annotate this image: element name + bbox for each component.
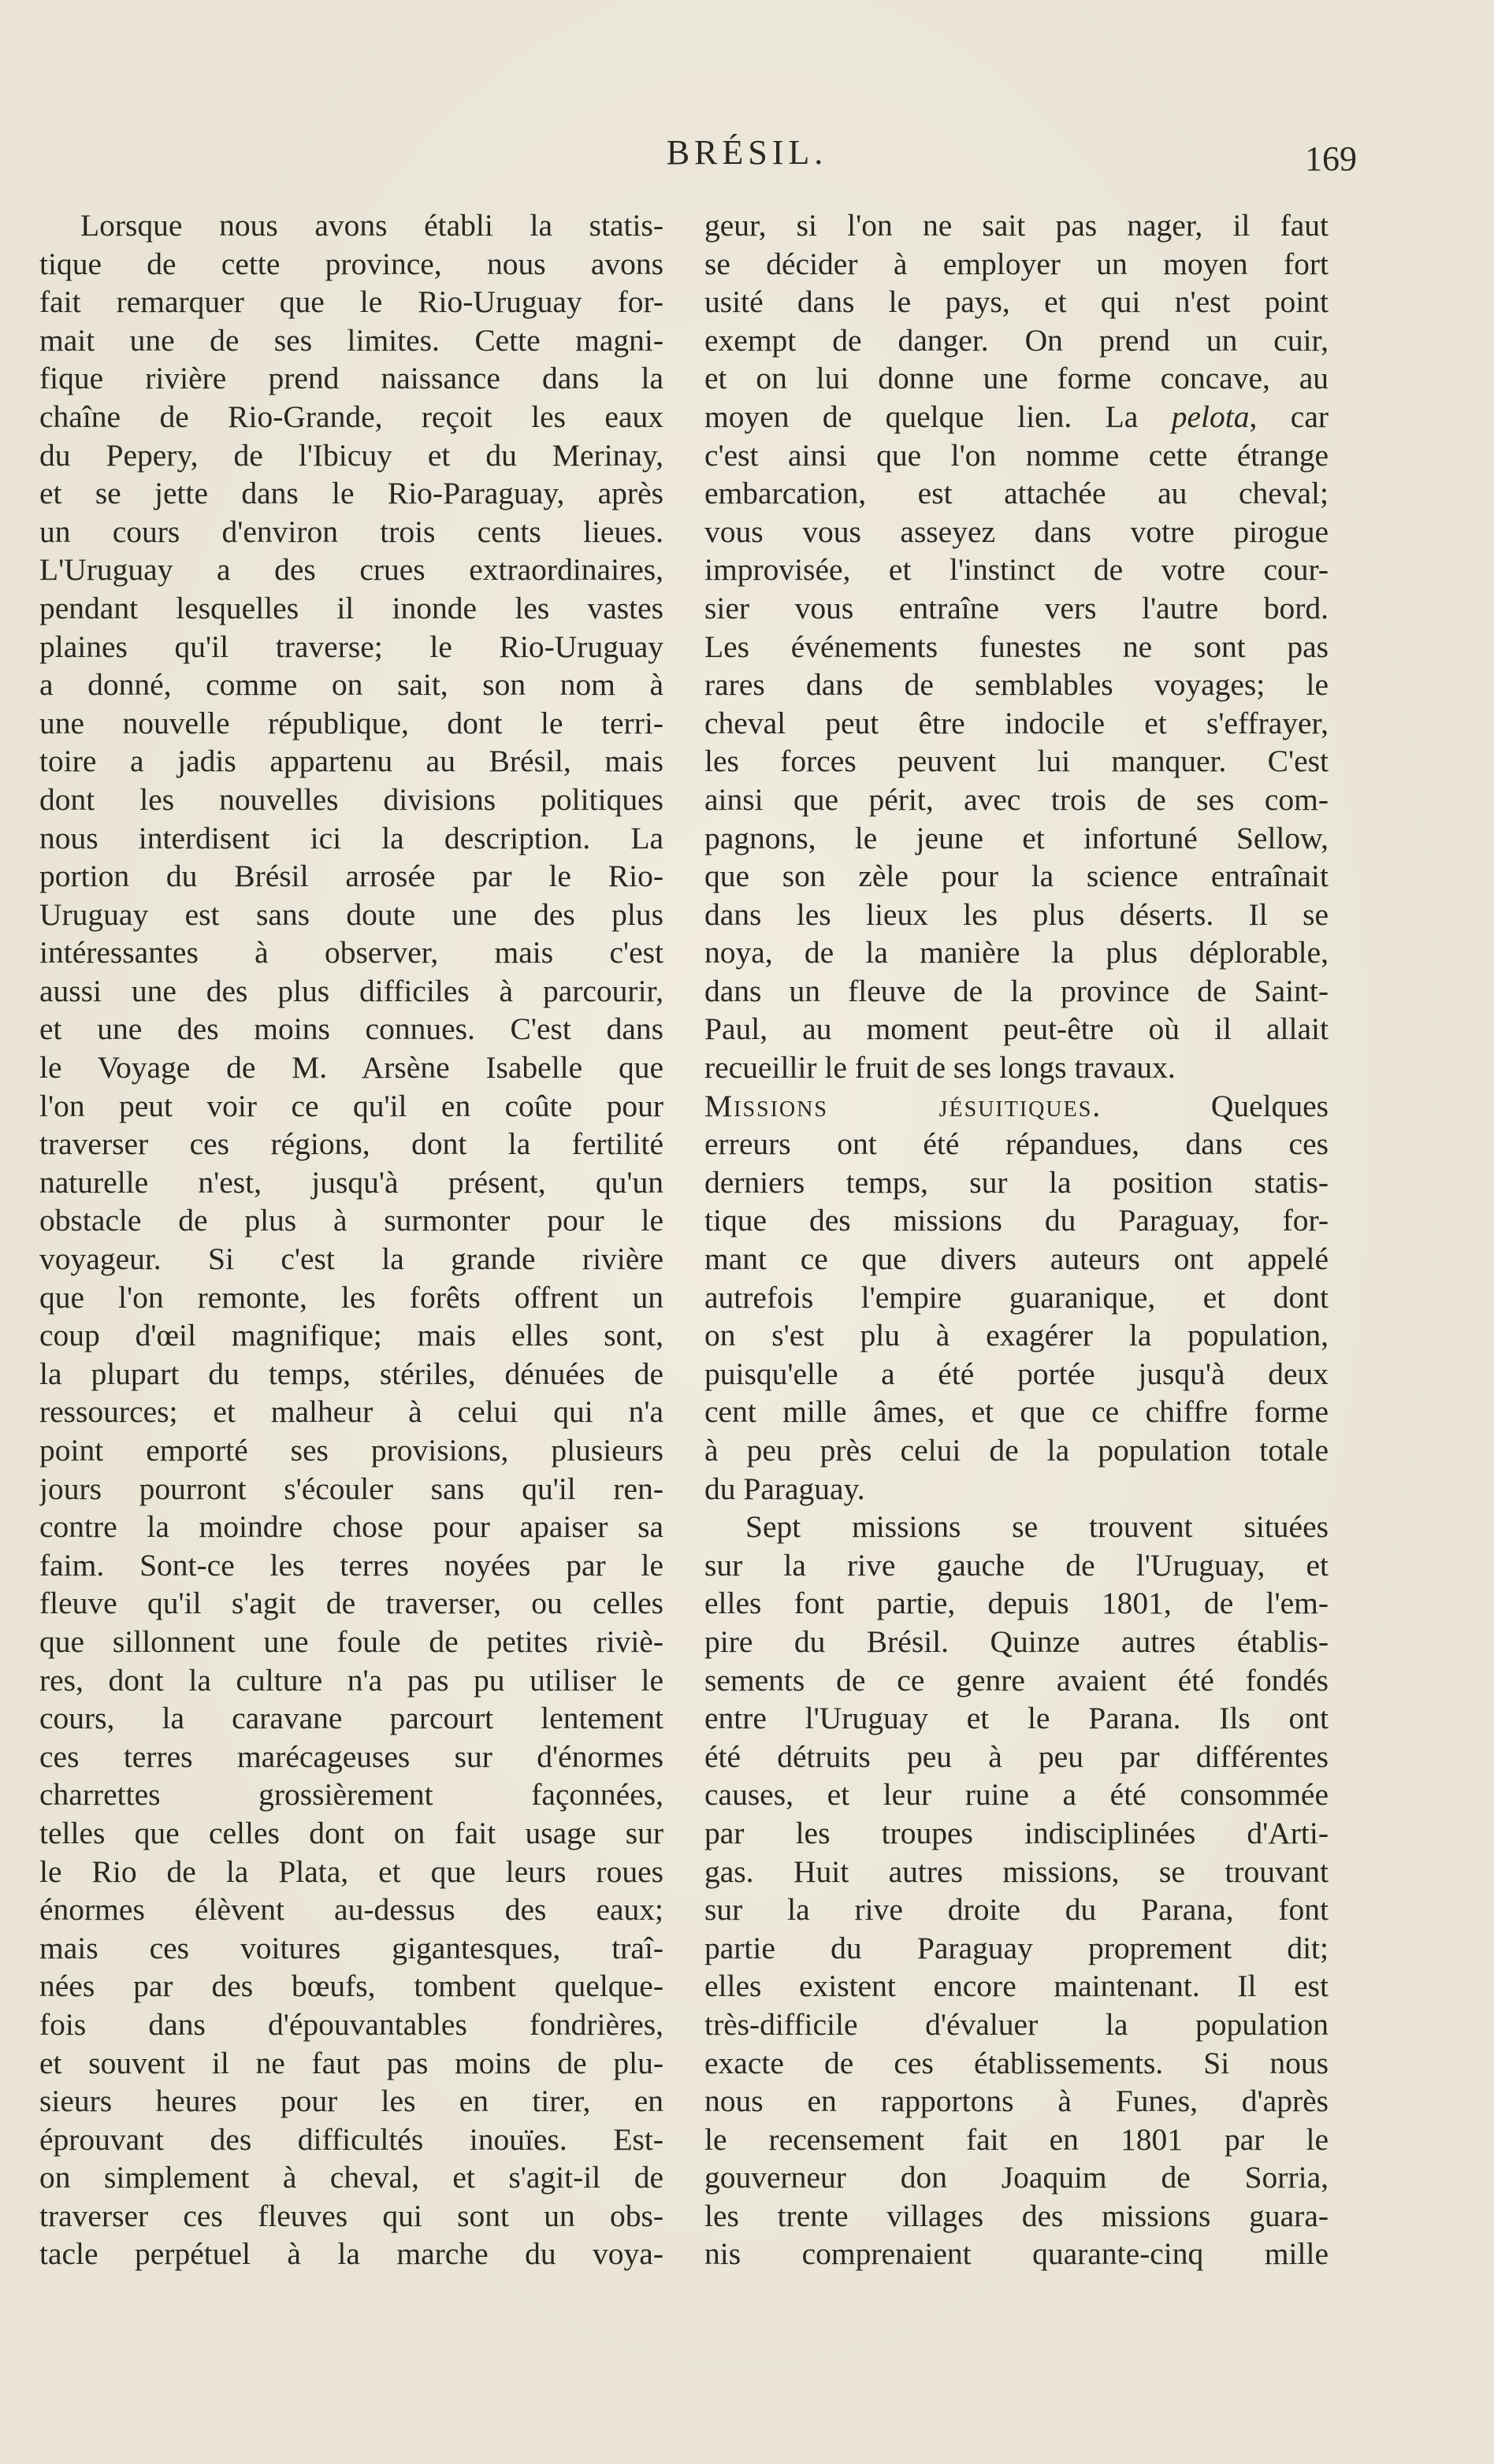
text-line: autrefois l'empire guaranique, et dont [704, 1279, 1329, 1315]
text-line: été détruits peu à peu par différentes [704, 1739, 1329, 1774]
text-line: du Paraguay. [704, 1471, 865, 1506]
text-line: et souvent il ne faut pas moins de plu- [39, 2045, 663, 2080]
text-line: sieurs heures pour les en tirer, en [39, 2084, 663, 2119]
text-line: derniers temps, sur la position statis- [704, 1164, 1329, 1200]
text-line: une nouvelle république, dont le terri- [39, 705, 663, 740]
text-line: point emporté ses provisions, plusieurs [39, 1433, 663, 1468]
text-line: cours, la caravane parcourt lentement [39, 1701, 663, 1736]
text-line: telles que celles dont on fait usage sur [39, 1815, 663, 1850]
text-line: elles font partie, depuis 1801, de l'em- [704, 1586, 1329, 1621]
text-line: cent mille âmes, et que ce chiffre forme [704, 1394, 1329, 1430]
text-line: tacle perpétuel à la marche du voya- [39, 2236, 663, 2272]
text-line: jours pourront s'écouler sans qu'il ren- [39, 1471, 663, 1506]
text-line: mant ce que divers auteurs ont appelé [704, 1241, 1329, 1277]
text-line: l'on peut voir ce qu'il en coûte pour [39, 1088, 663, 1123]
text-line: et on lui donne une forme concave, au [704, 361, 1329, 396]
text-line: causes, et leur ruine a été consommée [704, 1777, 1329, 1813]
inline-text: Quelques [1102, 1088, 1329, 1123]
text-line: le Rio de la Plata, et que leurs roues [39, 1854, 663, 1889]
text-line: ainsi que périt, avec trois de ses com- [704, 781, 1329, 817]
text-line: fois dans d'épouvantables fondrières, [39, 2006, 663, 2042]
text-line: traverser ces fleuves qui sont un obs- [39, 2198, 663, 2233]
text-line: et se jette dans le Rio-Paraguay, après [39, 476, 663, 511]
text-line: se décider à employer un moyen fort [704, 246, 1329, 281]
text-line: res, dont la culture n'a pas pu utiliser le [39, 1662, 663, 1698]
text-line: Sept missions se trouvent situées [745, 1509, 1329, 1545]
text-line: voyageur. Si c'est la grande rivière [39, 1241, 663, 1277]
text-line: rares dans de semblables voyages; le [704, 667, 1329, 703]
text-line: Les événements funestes ne sont pas [704, 629, 1329, 664]
text-line: recueillir le fruit de ses longs travaux. [704, 1050, 1176, 1085]
text-line: on s'est plu à exagérer la population, [704, 1318, 1329, 1353]
text-line: pendant lesquelles il inonde les vastes [39, 590, 663, 625]
text-line: a donné, comme on sait, son nom à [39, 667, 663, 703]
text-line: aussi une des plus difficiles à parcourir, [39, 973, 663, 1008]
text-line: un cours d'environ trois cents lieues. [39, 514, 663, 549]
text-line: c'est ainsi que l'on nomme cette étrange [704, 437, 1329, 473]
text-line: embarcation, est attachée au cheval; [704, 476, 1329, 511]
text-line: Lorsque nous avons établi la statis- [80, 208, 663, 243]
text-line: ces terres marécageuses sur d'énormes [39, 1739, 663, 1774]
right-text-column [704, 206, 1329, 2273]
text-line: charrettes grossièrement façonnées, [39, 1777, 663, 1813]
text-line: noya, de la manière la plus déplorable, [704, 935, 1329, 970]
text-line: pire du Brésil. Quinze autres établis- [704, 1623, 1329, 1659]
text-line: contre la moindre chose pour apaiser sa [39, 1509, 663, 1545]
text-line: fleuve qu'il s'agit de traverser, ou celles [39, 1586, 663, 1621]
text-line: mait une de ses limites. Cette magni- [39, 322, 663, 358]
text-line: chaîne de Rio-Grande, reçoit les eaux [39, 399, 663, 434]
inline-text: Missions jésuitiques. [704, 1088, 1102, 1123]
text-line: que l'on remonte, les forêts offrent un [39, 1279, 663, 1315]
text-line: erreurs ont été répandues, dans ces [704, 1126, 1329, 1162]
text-line: usité dans le pays, et qui n'est point [704, 284, 1329, 320]
text-line: vous vous asseyez dans votre pirogue [704, 514, 1329, 549]
page-number: 169 [1305, 139, 1357, 178]
text-line: le recensement fait en 1801 par le [704, 2121, 1329, 2157]
text-line: faim. Sont-ce les terres noyées par le [39, 1547, 663, 1583]
left-text-column [39, 206, 663, 2273]
text-line: cheval peut être indocile et s'effrayer, [704, 705, 1329, 740]
text-line: fique rivière prend naissance dans la [39, 361, 663, 396]
text-line: geur, si l'on ne sait pas nager, il faut [704, 208, 1329, 243]
text-line: dans un fleuve de la province de Saint- [704, 973, 1329, 1008]
text-line: nées par des bœufs, tombent quelque- [39, 1969, 663, 2004]
text-line: Uruguay est sans doute une des plus [39, 896, 663, 932]
text-line: L'Uruguay a des crues extraordinaires, [39, 552, 663, 588]
text-line: exempt de danger. On prend un cuir, [704, 322, 1329, 358]
text-line: nis comprenaient quarante-cinq mille [704, 2236, 1329, 2272]
text-line: du Pepery, de l'Ibicuy et du Merinay, [39, 437, 663, 473]
text-line: mais ces voitures gigantesques, traî- [39, 1930, 663, 1965]
text-line: elles existent encore maintenant. Il est [704, 1969, 1329, 2004]
text-line: tique de cette province, nous avons [39, 246, 663, 281]
text-line: ressources; et malheur à celui qui n'a [39, 1394, 663, 1430]
text-line: portion du Brésil arrosée par le Rio- [39, 859, 663, 894]
text-line: nous interdisent ici la description. La [39, 820, 663, 855]
text-line: à peu près celui de la population totale [704, 1433, 1329, 1468]
text-line: tique des missions du Paraguay, for- [704, 1203, 1329, 1238]
text-line: nous en rapportons à Funes, d'après [704, 2084, 1329, 2119]
text-line: traverser ces régions, dont la fertilité [39, 1126, 663, 1162]
text-line: coup d'œil magnifique; mais elles sont, [39, 1318, 663, 1353]
text-line: que son zèle pour la science entraînait [704, 859, 1329, 894]
text-line: exacte de ces établissements. Si nous [704, 2045, 1329, 2080]
text-line: gouverneur don Joaquim de Sorria, [704, 2160, 1329, 2195]
text-line: les forces peuvent lui manquer. C'est [704, 744, 1329, 779]
text-line: obstacle de plus à surmonter pour le [39, 1203, 663, 1238]
text-line: partie du Paraguay proprement dit; [704, 1930, 1329, 1965]
text-line: entre l'Uruguay et le Parana. Ils ont [704, 1701, 1329, 1736]
text-line: et une des moins connues. C'est dans [39, 1011, 663, 1047]
text-line: la plupart du temps, stériles, dénuées de [39, 1356, 663, 1391]
text-line: très-difficile d'évaluer la population [704, 2006, 1329, 2042]
text-line: sements de ce genre avaient été fondés [704, 1662, 1329, 1698]
text-line: sur la rive droite du Parana, font [704, 1892, 1329, 1928]
inline-text: pelota [1171, 399, 1250, 434]
text-line: improvisée, et l'instinct de votre cour- [704, 552, 1329, 588]
text-line: le Voyage de M. Arsène Isabelle que [39, 1050, 663, 1085]
text-line: on simplement à cheval, et s'agit-il de [39, 2160, 663, 2195]
text-line: énormes élèvent au-dessus des eaux; [39, 1892, 663, 1928]
text-line: dans les lieux les plus déserts. Il se [704, 896, 1329, 932]
text-line: naturelle n'est, jusqu'à présent, qu'un [39, 1164, 663, 1200]
text-line: éprouvant des difficultés inouïes. Est- [39, 2121, 663, 2157]
text-line: sier vous entraîne vers l'autre bord. [704, 590, 1329, 625]
running-head-title: BRÉSIL. [666, 133, 828, 172]
text-line: pagnons, le jeune et infortuné Sellow, [704, 820, 1329, 855]
text-line: par les troupes indisciplinées d'Arti- [704, 1815, 1329, 1850]
inline-text: , car [1249, 399, 1329, 434]
text-line: intéressantes à observer, mais c'est [39, 935, 663, 970]
text-line: que sillonnent une foule de petites riviè- [39, 1623, 663, 1659]
text-line: puisqu'elle a été portée jusqu'à deux [704, 1356, 1329, 1391]
text-line: gas. Huit autres missions, se trouvant [704, 1854, 1329, 1889]
text-line: Paul, au moment peut-être où il allait [704, 1011, 1329, 1047]
inline-text: moyen de quelque lien. La [704, 399, 1172, 434]
section-heading-line [704, 1087, 1329, 1126]
text-line: plaines qu'il traverse; le Rio-Uruguay [39, 629, 663, 664]
text-line: les trente villages des missions guara- [704, 2198, 1329, 2233]
text-line: sur la rive gauche de l'Uruguay, et [704, 1547, 1329, 1583]
text-line: dont les nouvelles divisions politiques [39, 781, 663, 817]
text-line: toire a jadis appartenu au Brésil, mais [39, 744, 663, 779]
text-line: fait remarquer que le Rio-Uruguay for- [39, 284, 663, 320]
text-line [704, 398, 1329, 436]
